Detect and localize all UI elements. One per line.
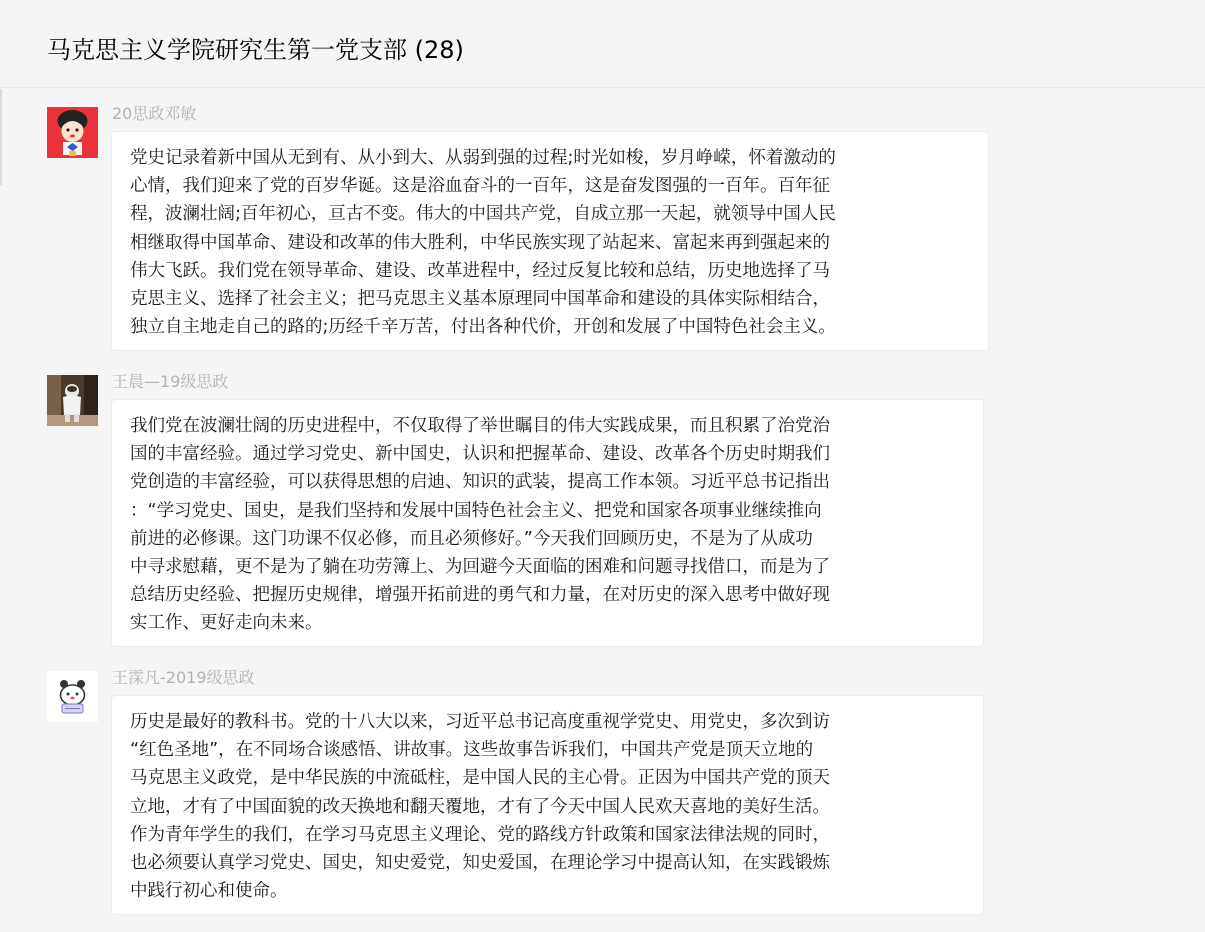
cartoon-girl-avatar-icon[interactable] <box>47 107 98 158</box>
message-line: 程，波澜壮阔;百年初心，亘古不变。伟大的中国共产党，自成立那一天起，就领导中国人民 <box>130 204 836 225</box>
group-title: 马克思主义学院研究生第一党支部 (28) <box>47 36 464 64</box>
cartoon-face-avatar-icon[interactable] <box>47 671 98 722</box>
message-line: 心情，我们迎来了党的百岁华诞。这是浴血奋斗的一百年，这是奋发图强的一百年。百年征 <box>130 176 830 197</box>
message-line: 相继取得中国革命、建设和改革的伟大胜利，中华民族实现了站起来、富起来再到强起来的 <box>130 232 830 253</box>
message-line: 马克思主义政党，是中华民族的中流砥柱，是中国人民的主心骨。正因为中国共产党的顶天 <box>130 768 830 789</box>
sender-name: 20思政邓敏 <box>112 104 197 123</box>
message-line: 中寻求慰藉，更不是为了躺在功劳簿上、为回避今天面临的困难和问题寻找借口，而是为了 <box>130 557 830 578</box>
message-bubble[interactable] <box>111 399 984 647</box>
message-line: 历史是最好的教科书。党的十八大以来，习近平总书记高度重视学党史、用党史，多次到访 <box>130 712 830 732</box>
message-line: 伟大飞跃。我们党在领导革命、建设、改革进程中，经过反复比较和总结，历史地选择了马 <box>130 260 830 281</box>
message-bubble[interactable] <box>111 695 984 915</box>
chat-header <box>0 0 1205 88</box>
message-line: 党创造的丰富经验，可以获得思想的启迪、知识的武装，提高工作本领。习近平总书记指出 <box>130 472 830 493</box>
message-line: 我们党在波澜壮阔的历史进程中，不仅取得了举世瞩目的伟大实践成果，而且积累了治党治 <box>130 416 830 436</box>
message-line: 也必须要认真学习党史、国史，知史爱党，知史爱国，在理论学习中提高认知，在实践锻炼 <box>130 853 830 874</box>
message-line: 总结历史经验、把握历史规律，增强开拓前进的勇气和力量，在对历史的深入思考中做好现 <box>130 585 830 606</box>
message-line: 党史记录着新中国从无到有、从小到大、从弱到强的过程;时光如梭，岁月峥嵘，怀着激动的 <box>130 148 836 168</box>
photo-avatar-icon[interactable] <box>47 375 98 426</box>
message-line: 独立自主地走自己的路的;历经千辛万苦，付出各种代价，开创和发展了中国特色社会主义。 <box>130 317 836 338</box>
message-line: 前进的必修课。这门功课不仅必修，而且必须修好。”今天我们回顾历史，不是为了从成功 <box>130 528 813 549</box>
message-line: “红色圣地”，在不同场合谈感悟、讲故事。这些故事告诉我们，中国共产党是顶天立地的 <box>130 740 814 761</box>
sender-name: 王霂凡-2019级思政 <box>112 668 255 687</box>
message-line: 实工作、更好走向未来。 <box>130 613 323 634</box>
message-bubble[interactable] <box>111 131 989 351</box>
message-line: 中践行初心和使命。 <box>130 881 288 902</box>
message-line: 立地，才有了中国面貌的改天换地和翻天覆地，才有了今天中国人民欢天喜地的美好生活。 <box>130 796 830 817</box>
message-line: 作为青年学生的我们，在学习马克思主义理论、党的路线方针政策和国家法律法规的同时， <box>130 824 830 845</box>
sender-name: 王晨—19级思政 <box>112 372 229 391</box>
message-list[interactable] <box>0 89 1205 932</box>
message-line: 克思主义、选择了社会主义；把马克思主义基本原理同中国革命和建设的具体实际相结合， <box>130 289 830 310</box>
message-line: ：“学习党史、国史，是我们坚持和发展中国特色社会主义、把党和国家各项事业继续推向 <box>130 500 822 521</box>
message-line: 国的丰富经验。通过学习党史、新中国史，认识和把握革命、建设、改革各个历史时期我们 <box>130 444 830 465</box>
